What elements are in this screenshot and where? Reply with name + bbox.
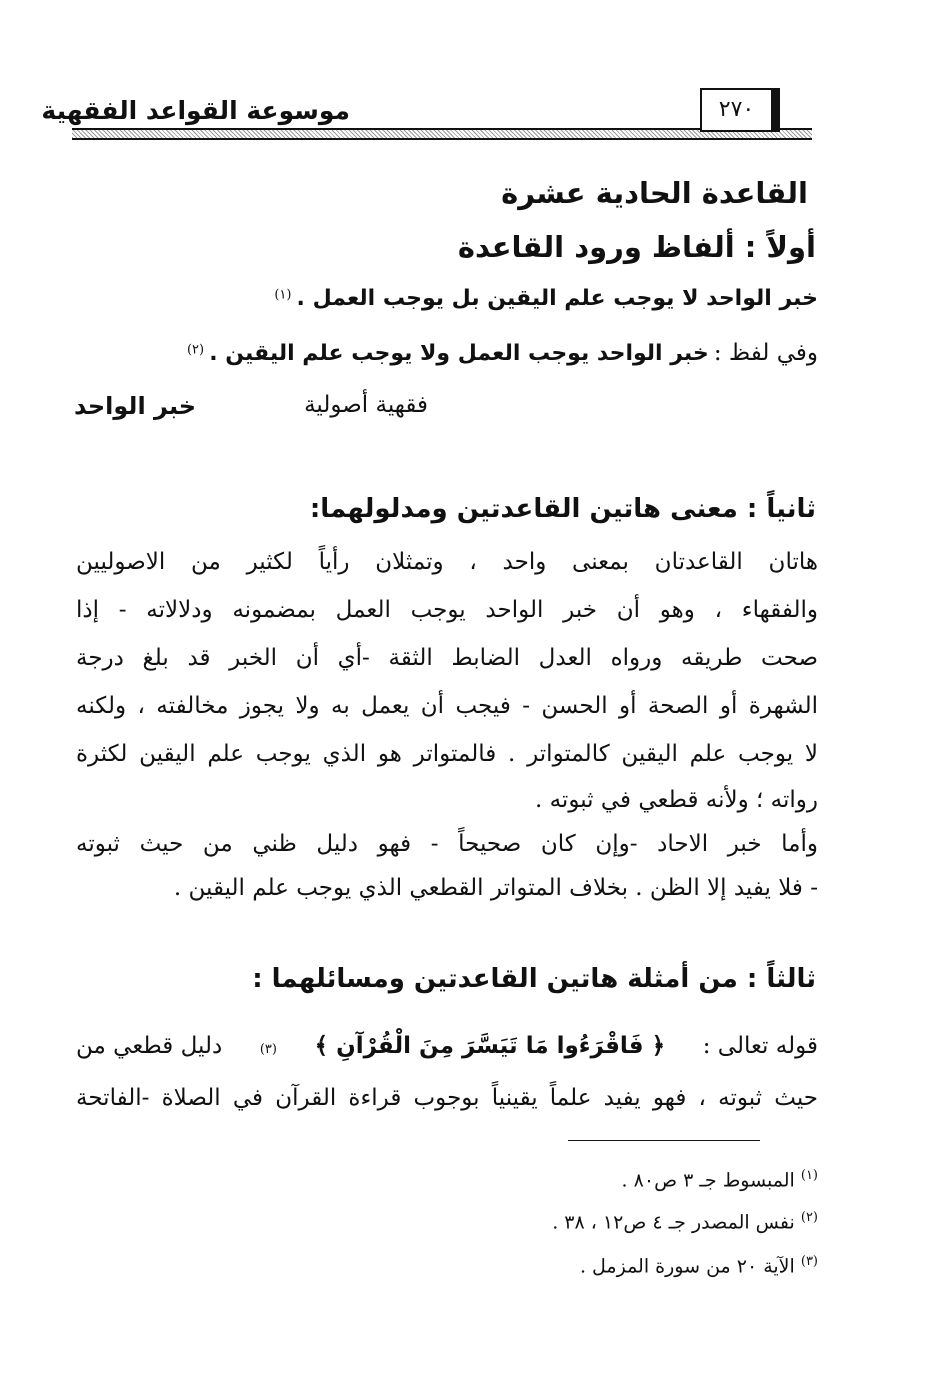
footnote-3-ref: (٣) <box>800 1254 818 1269</box>
running-header-title: موسوعة القواعد الفقهية <box>41 96 350 125</box>
rule-title: القاعدة الحادية عشرة <box>501 176 808 210</box>
paragraph1-line: هاتان القاعدتان بمعنى واحد ، وتمثلان رأياً لكثير من الاصوليين <box>76 549 818 575</box>
paragraph1-line: لا يوجب علم اليقين كالمتواتر . فالمتواتر هو الذي يوجب علم اليقين لكثرة <box>76 741 818 767</box>
rule-topic: خبر الواحد <box>74 392 197 420</box>
footnote-1-text: المبسوط جـ ٣ ص٨٠ . <box>621 1169 795 1192</box>
example-suffix: دليل قطعي من <box>76 1033 223 1059</box>
footnote-ref-1[interactable]: (١) <box>274 287 292 303</box>
example-line-2: حيث ثبوته ، فهو يفيد علماً يقينياً بوجوب قراءة القرآن في الصلاة -الفاتحة <box>76 1085 818 1111</box>
quran-quote: ﴿ فَاقْرَءُوا مَا تَيَسَّرَ مِنَ الْقُرْآنِ ﴾ <box>314 1033 666 1059</box>
footnote-ref-2[interactable]: (٢) <box>186 342 205 358</box>
footnote-3-text: الآية ٢٠ من سورة المزمل . <box>579 1255 795 1278</box>
footnote-ref-3[interactable]: (٣) <box>259 1042 277 1057</box>
footnote-2 <box>552 1210 818 1233</box>
footnote-3 <box>580 1254 818 1277</box>
paragraph2-line: - فلا يفيد إلا الظن . بخلاف المتواتر القطعي الذي يوجب علم اليقين . <box>173 875 818 901</box>
page-number: ٢٧٠ <box>700 88 780 132</box>
example-line-1 <box>76 1024 818 1068</box>
wording-line-1 <box>274 286 818 311</box>
paragraph1-line: صحت طريقه ورواه العدل الضابط الثقة -أي أن الخبر قد بلغ درجة <box>76 645 818 671</box>
rule-category: فقهية أصولية <box>304 392 428 418</box>
wording-2-prefix: وفي لفظ : <box>713 340 818 366</box>
paragraph1-line: الشهرة أو الصحة أو الحسن - فيجب أن يعمل به ولا يجوز مخالفته ، ولكنه <box>76 693 818 719</box>
example-prefix: قوله تعالى : <box>702 1033 818 1059</box>
footnote-2-ref: (٢) <box>800 1210 818 1225</box>
paragraph2-line: وأما خبر الاحاد -وإن كان صحيحاً - فهو دليل ظني من حيث ثبوته <box>76 831 818 857</box>
footnote-separator <box>568 1140 760 1141</box>
footnote-2-text: نفس المصدر جـ ٤ ص١٢ ، ٣٨ . <box>552 1211 795 1234</box>
wording-2-text: خبر الواحد يوجب العمل ولا يوجب علم اليقين . <box>209 341 709 366</box>
footnote-1-ref: (١) <box>800 1168 818 1183</box>
section1-heading: أولاً : ألفاظ ورود القاعدة <box>457 230 816 264</box>
wording-line-2 <box>187 340 818 366</box>
wording-1-text: خبر الواحد لا يوجب علم اليقين بل يوجب العمل . <box>296 286 818 311</box>
section3-heading: ثالثاً : من أمثلة هاتين القاعدتين ومسائلهما : <box>252 964 816 994</box>
footnote-1 <box>622 1168 818 1191</box>
section2-heading: ثانياً : معنى هاتين القاعدتين ومدلولهما: <box>309 494 816 524</box>
paragraph1-line: والفقهاء ، وهو أن خبر الواحد يوجب العمل بمضمونه ودلالاته - إذا <box>76 597 818 623</box>
paragraph1-line: رواته ؛ ولأنه قطعي في ثبوته . <box>534 787 818 813</box>
